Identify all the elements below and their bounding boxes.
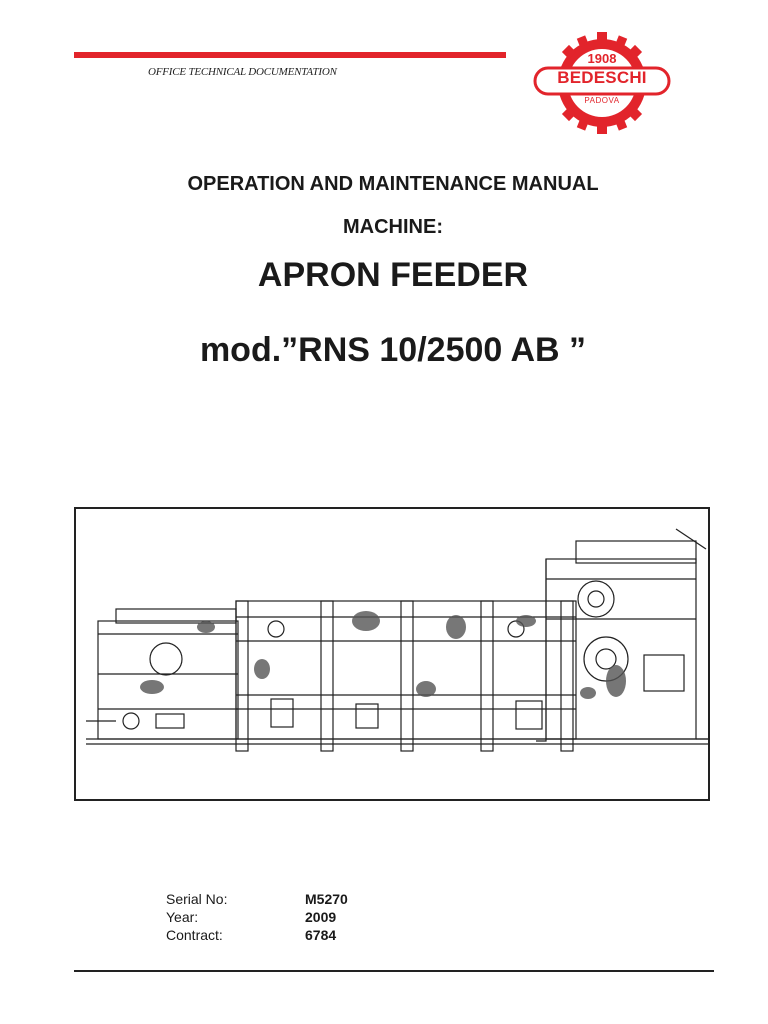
model-name: mod.”RNS 10/2500 AB ” (199, 331, 587, 369)
spec-row-serial (166, 890, 348, 908)
logo-city: PADOVA (584, 96, 620, 105)
spec-value: 6784 (305, 927, 337, 943)
spec-label: Serial No: (166, 891, 228, 907)
document-type: OPERATION AND MAINTENANCE MANUAL (187, 173, 599, 195)
apron-feeder-schematic-icon (76, 509, 708, 799)
spec-table (166, 890, 348, 944)
header-red-rule (74, 52, 506, 58)
logo-year: 1908 (587, 51, 617, 66)
machine-name: APRON FEEDER (257, 256, 529, 294)
footer-rule (74, 970, 714, 972)
spec-label: Contract: (166, 927, 223, 943)
spec-label: Year: (166, 909, 199, 925)
machine-label: MACHINE: (343, 216, 443, 238)
bedeschi-logo (532, 30, 672, 136)
logo-name: BEDESCHI (557, 68, 647, 87)
spec-row-year (166, 908, 348, 926)
spec-value: M5270 (305, 891, 348, 907)
header-note: OFFICE TECHNICAL DOCUMENTATION (148, 66, 337, 78)
spec-value: 2009 (305, 909, 337, 925)
spec-row-contract (166, 926, 348, 944)
machine-drawing (74, 507, 710, 801)
